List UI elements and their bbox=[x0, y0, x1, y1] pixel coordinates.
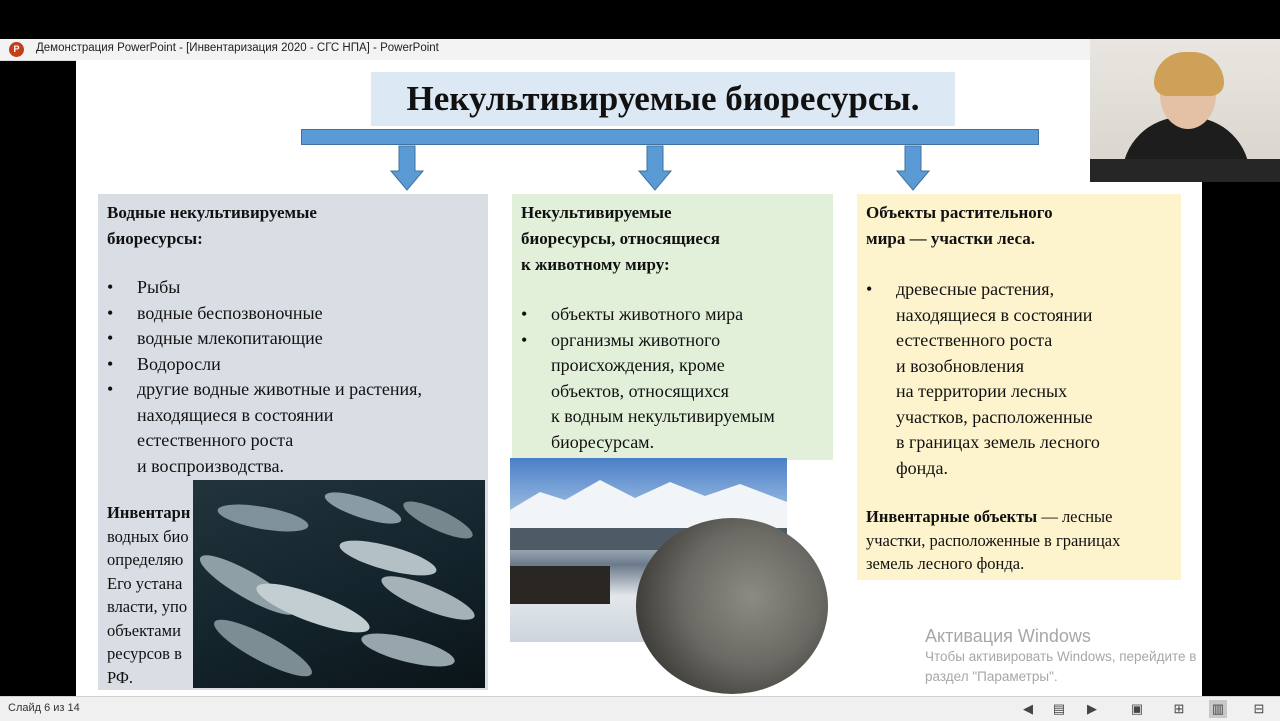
screen-black-area bbox=[1203, 182, 1280, 696]
box1-heading: Водные некультивируемые биоресурсы: bbox=[107, 203, 317, 248]
list-item: • объекты животного мира bbox=[521, 302, 831, 328]
list-item: • древесные растения, находящиеся в состоянии естественного роста и возобновления на территории лесных участков, расположенные в границах земель лесного фонда. bbox=[866, 277, 1178, 481]
slide-sorter-icon[interactable]: ⊞ bbox=[1173, 701, 1185, 716]
box2-heading: Некультивируемые биоресурсы, относящиеся к животному миру: bbox=[521, 203, 720, 274]
window-title: Демонстрация PowerPoint - [Инвентаризация 2020 - СГС НПА] - PowerPoint bbox=[36, 42, 439, 54]
next-slide-icon[interactable]: ▶ bbox=[1087, 701, 1097, 716]
presenter-hair bbox=[1154, 52, 1224, 96]
box2-list bbox=[521, 302, 831, 455]
slide-canvas[interactable] bbox=[76, 60, 1202, 696]
reading-view-icon[interactable]: ▥ bbox=[1209, 700, 1227, 718]
list-item: • Водоросли bbox=[107, 352, 487, 378]
connector-bar bbox=[301, 129, 1039, 145]
slide-counter: Слайд 6 из 14 bbox=[8, 702, 80, 714]
prev-slide-icon[interactable]: ◀ bbox=[1023, 701, 1033, 716]
slideshow-icon[interactable]: ⊟ bbox=[1253, 701, 1265, 716]
list-item: • Рыбы bbox=[107, 275, 487, 301]
windows-activation-watermark: Активация Windows Чтобы активировать Windows, перейдите в раздел "Параметры". bbox=[925, 626, 1197, 684]
list-item: • организмы животного происхождения, кроме объектов, относящихся к водным некультивируемым биоресурсам. bbox=[521, 328, 831, 456]
webcam-overlay bbox=[1090, 39, 1280, 182]
list-item: • другие водные животные и растения, находящиеся в состоянии естественного роста и воспроизводства. bbox=[107, 377, 487, 479]
powerpoint-icon: P bbox=[9, 42, 24, 57]
box3-heading: Объекты растительного мира — участки леса. bbox=[866, 203, 1053, 248]
list-item: • водные беспозвоночные bbox=[107, 301, 487, 327]
slide-title: Некультивируемые биоресурсы. bbox=[371, 72, 955, 126]
arrow-down-icon bbox=[896, 145, 930, 191]
box3-list bbox=[866, 277, 1178, 481]
arrow-down-icon bbox=[638, 145, 672, 191]
notes-icon[interactable]: ▤ bbox=[1052, 701, 1066, 716]
window-titlebar bbox=[0, 39, 1090, 61]
list-item: • водные млекопитающие bbox=[107, 326, 487, 352]
box3-inventory-text: Инвентарные объекты — лесные участки, расположенные в границах земель лесного фонда. bbox=[866, 507, 1121, 573]
fish-school-image bbox=[193, 480, 485, 688]
status-bar bbox=[0, 696, 1280, 721]
arrow-down-icon bbox=[390, 145, 424, 191]
forest-box bbox=[857, 194, 1181, 580]
box1-inventory-text: Инвентарн водных био определяю Его устана власти, упо объектами ресурсов в РФ. bbox=[107, 503, 191, 687]
animal-bioresources-box bbox=[512, 194, 833, 460]
normal-view-icon[interactable]: ▣ bbox=[1130, 701, 1144, 716]
laptop-screen bbox=[1090, 159, 1280, 182]
box1-list bbox=[107, 275, 487, 479]
fish-illustration bbox=[193, 480, 485, 688]
seals-image bbox=[636, 518, 828, 694]
